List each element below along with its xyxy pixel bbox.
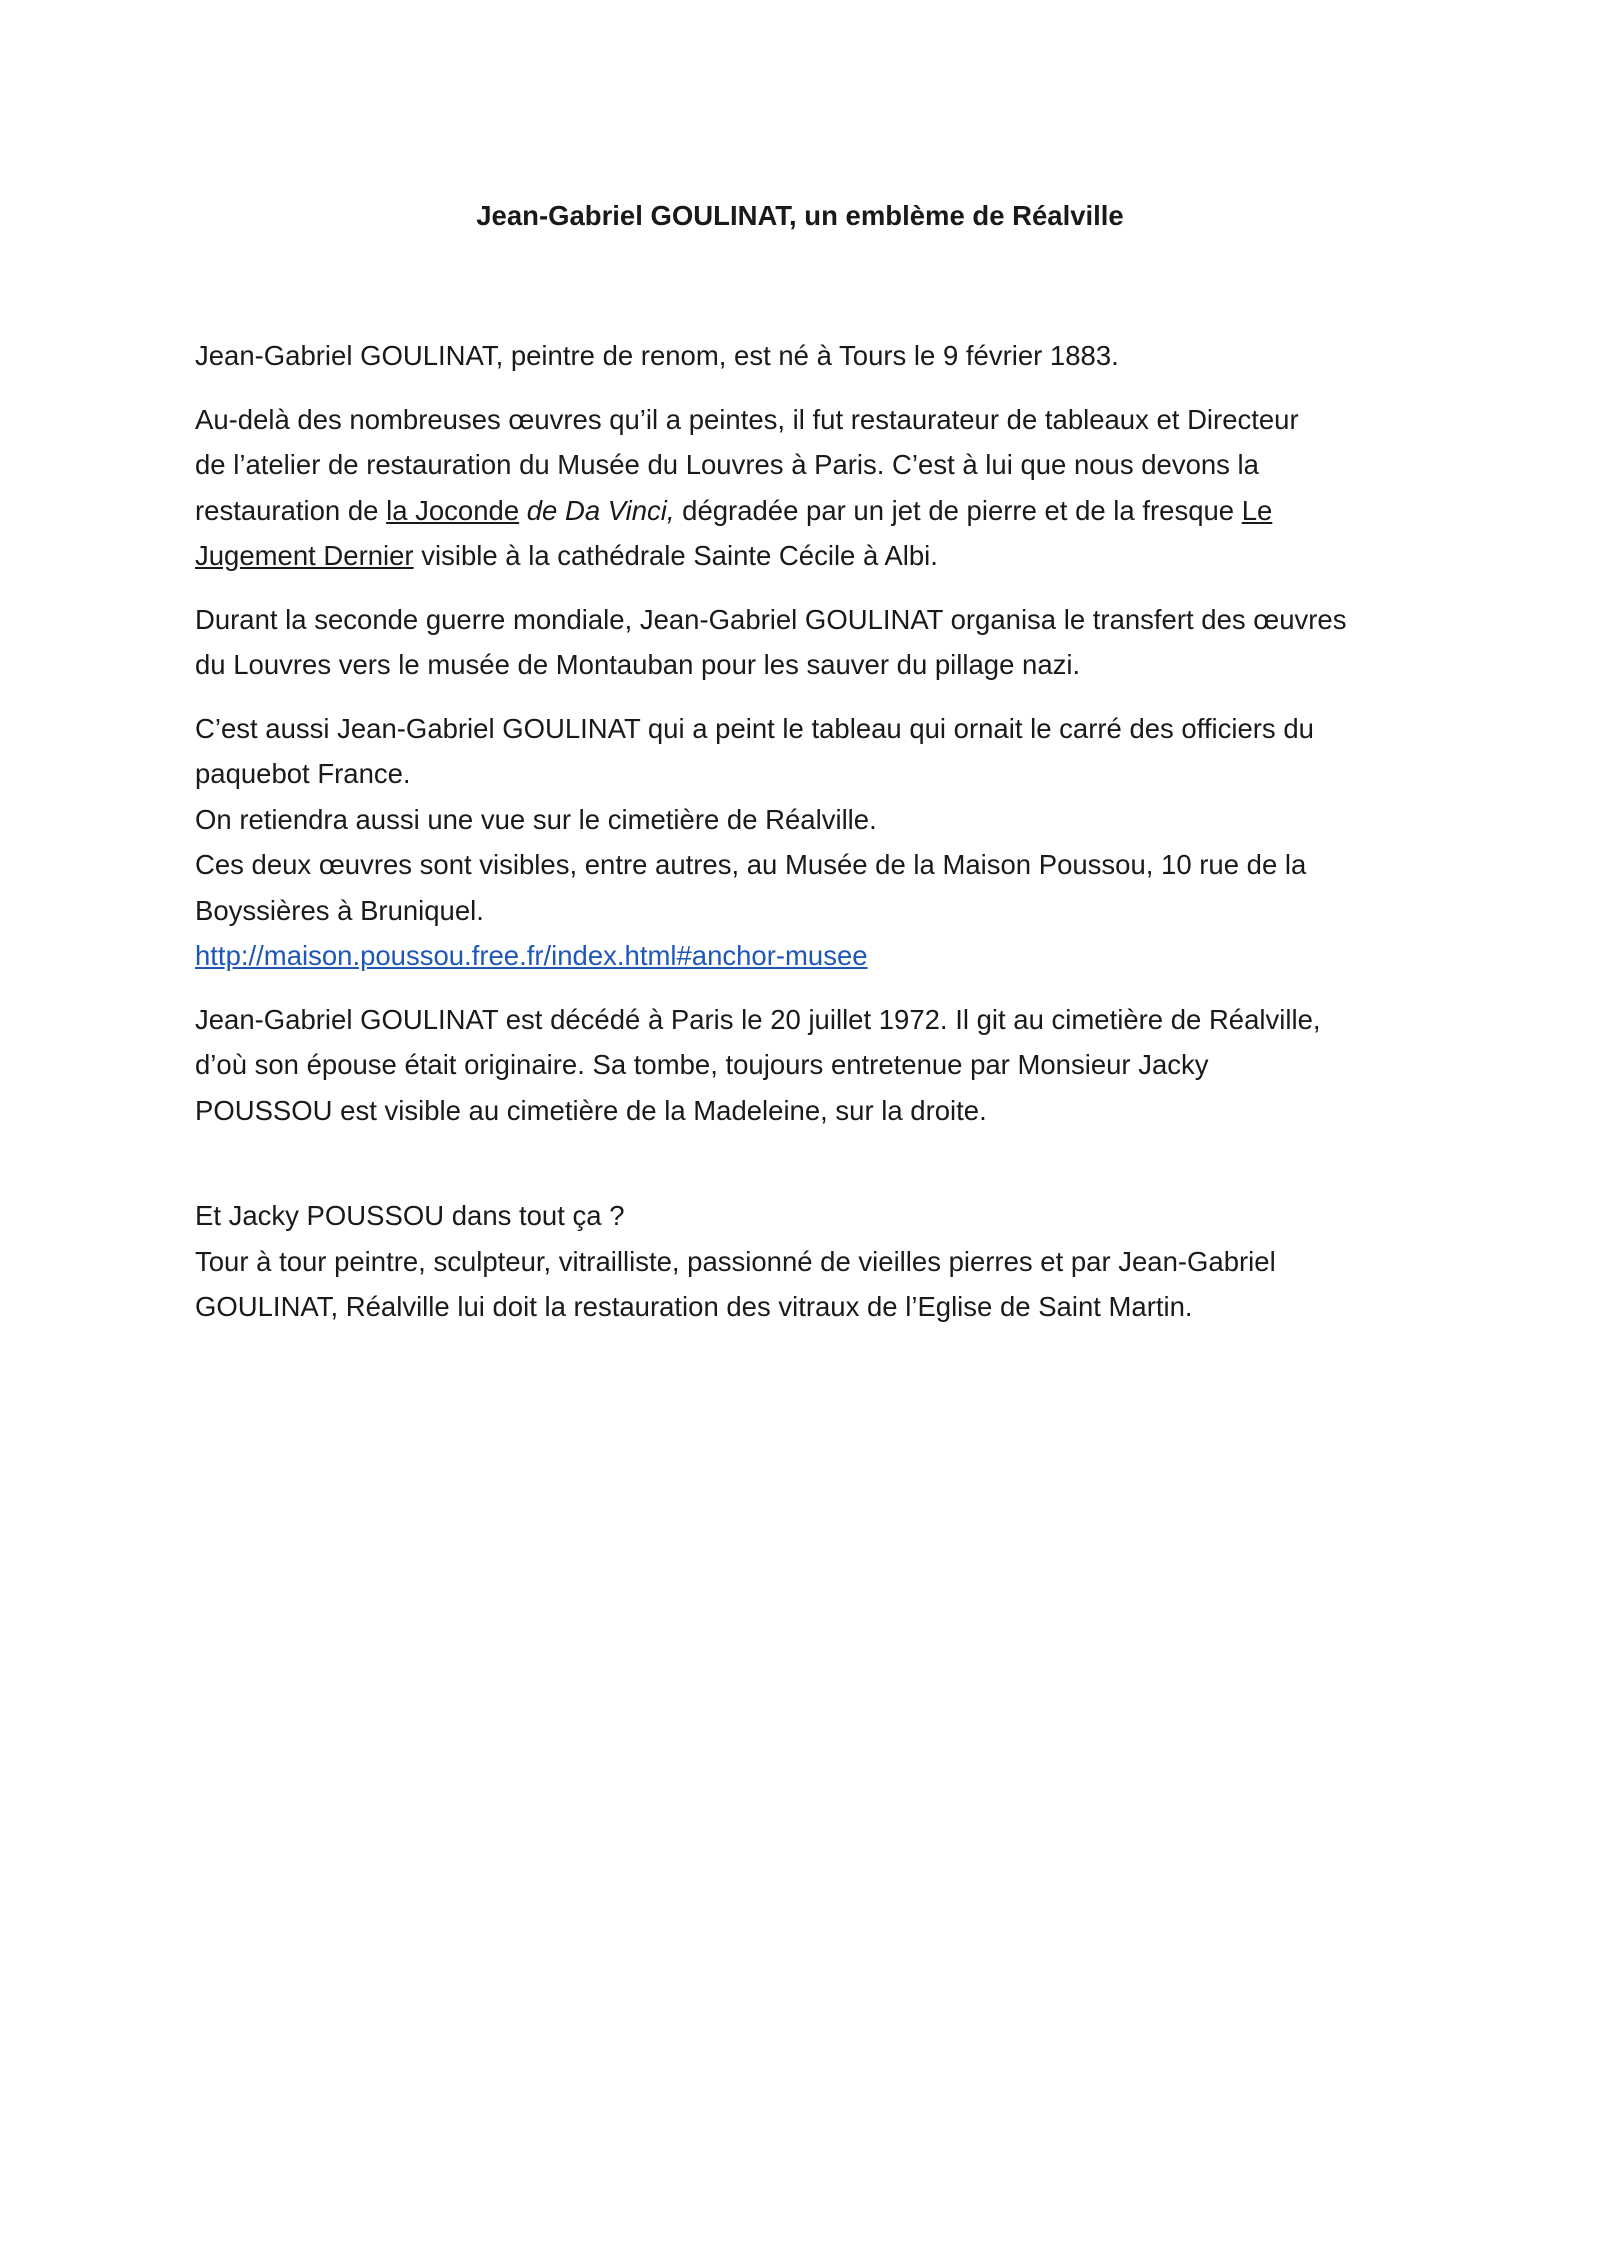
text-segment: dégradée par un jet de pierre et de la fresque <box>674 494 1242 526</box>
document-body <box>195 333 1430 1348</box>
text-line: paquebot France. <box>195 758 411 789</box>
paragraph-death <box>195 997 1430 1134</box>
text-line: GOULINAT, Réalville lui doit la restauration des vitraux de l’Eglise de Saint Martin. <box>195 1291 1193 1322</box>
text-line: POUSSOU est visible au cimetière de la Madeleine, sur la droite. <box>195 1094 987 1126</box>
text-line <box>195 488 1430 534</box>
text-line: Au-delà des nombreuses œuvres qu’il a peintes, il fut restaurateur de tableaux et Directeur <box>195 403 1299 435</box>
da-vinci-italic: de Da Vinci, <box>526 494 675 526</box>
text-segment: visible à la cathédrale Sainte Cécile à Albi. <box>413 540 938 571</box>
text-line: Jean-Gabriel GOULINAT, peintre de renom, est né à Tours le 9 février 1883. <box>195 340 1119 371</box>
le-underlined: Le <box>1241 494 1273 526</box>
text-line: Ces deux œuvres sont visibles, entre autres, au Musée de la Maison Poussou, 10 rue de la <box>195 849 1307 880</box>
text-line: d’où son épouse était originaire. Sa tombe, toujours entretenue par Monsieur Jacky <box>195 1049 1209 1080</box>
text-line: Et Jacky POUSSOU dans tout ça ? <box>195 1200 625 1231</box>
paragraph-poussou <box>195 1193 1430 1330</box>
paragraph-war <box>195 597 1430 688</box>
blank-space <box>195 1133 1430 1193</box>
text-line: C’est aussi Jean-Gabriel GOULINAT qui a peint le tableau qui ornait le carré des officiers du <box>195 712 1314 744</box>
joconde-underlined: la Joconde <box>386 494 520 526</box>
text-line <box>195 933 1430 979</box>
text-line: du Louvres vers le musée de Montauban pour les sauver du pillage nazi. <box>195 649 1081 680</box>
jugement-dernier-underlined: Jugement Dernier <box>195 540 414 571</box>
text-segment <box>519 495 527 526</box>
text-segment: restauration de <box>195 494 387 526</box>
text-line: Boyssières à Bruniquel. <box>195 894 484 926</box>
text-line: Tour à tour peintre, sculpteur, vitrailliste, passionné de vieilles pierres et par Jean-Gabriel <box>195 1245 1276 1277</box>
text-line: On retiendra aussi une vue sur le cimetière de Réalville. <box>195 803 877 835</box>
page-title: Jean-Gabriel GOULINAT, un emblème de Réalville <box>476 200 1124 231</box>
text-line: de l’atelier de restauration du Musée du Louvres à Paris. C’est à lui que nous devons la <box>195 449 1259 480</box>
text-line: Durant la seconde guerre mondiale, Jean-Gabriel GOULINAT organisa le transfert des œuvres <box>195 603 1347 635</box>
text-line <box>195 533 1430 579</box>
text-line: Jean-Gabriel GOULINAT est décédé à Paris le 20 juillet 1972. Il git au cimetière de Réalville, <box>195 1003 1321 1035</box>
museum-link[interactable]: http://maison.poussou.free.fr/index.html#anchor-musee <box>195 940 868 971</box>
paragraph-career <box>195 397 1430 579</box>
paragraph-birth <box>195 333 1430 379</box>
paragraph-paintings <box>195 706 1430 979</box>
